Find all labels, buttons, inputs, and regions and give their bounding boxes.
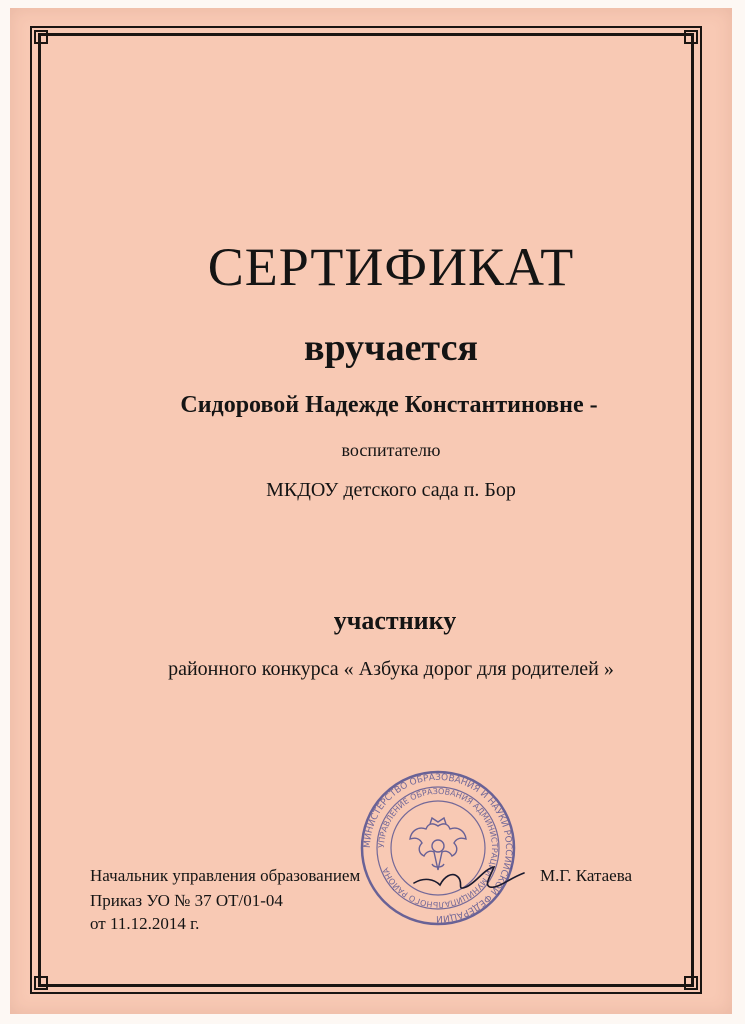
signature — [410, 853, 530, 898]
corner-ornament — [34, 976, 48, 990]
certificate-sheet — [10, 8, 732, 1014]
contest-name: районного конкурса « Азбука дорог для родителей » — [168, 658, 614, 680]
corner-ornament — [34, 30, 48, 44]
corner-ornament — [684, 976, 698, 990]
stamp-outer-text: МИНИСТЕРСТВО ОБРАЗОВАНИЯ И НАУКИ РОССИЙСКОЙ ФЕДЕРАЦИИ — [362, 772, 514, 924]
order-number: Приказ УО № 37 ОТ/01-04 — [90, 891, 283, 910]
participant-heading: участнику — [333, 606, 457, 635]
awarded-heading: вручается — [303, 327, 478, 369]
recipient-name: Сидоровой Надежде Константиновне - — [180, 392, 598, 418]
recipient-organization: МКДОУ детского сада п. Бор — [266, 479, 516, 501]
signer-name: М.Г. Катаева — [540, 866, 633, 885]
corner-ornament — [684, 30, 698, 44]
order-date: от 11.12.2014 г. — [90, 914, 200, 933]
head-of-department-label: Начальник управления образованием — [90, 866, 361, 885]
official-stamp-icon — [358, 768, 518, 928]
recipient-position: воспитателю — [341, 440, 441, 460]
certificate-title: СЕРТИФИКАТ — [207, 237, 575, 297]
stamp-inner-text: УПРАВЛЕНИЕ ОБРАЗОВАНИЯ АДМИНИСТРАЦИИ МУНИЦИПАЛЬНОГО РАЙОНА — [376, 786, 500, 910]
